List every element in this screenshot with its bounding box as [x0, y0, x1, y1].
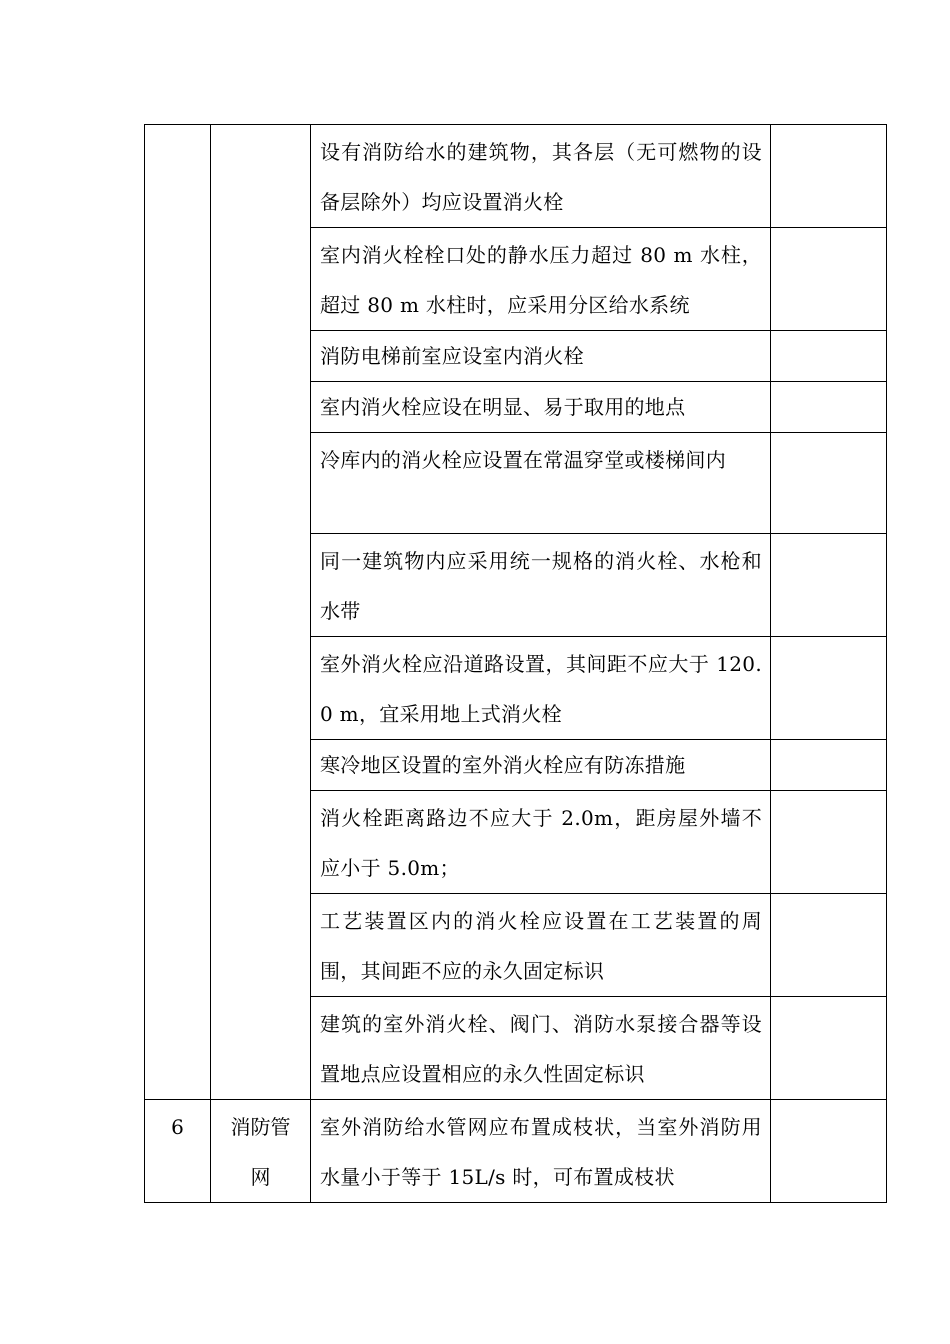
- result-cell[interactable]: [771, 433, 887, 534]
- section-item-cell: [211, 1100, 311, 1203]
- requirement-text: 设有消防给水的建筑物，其各层（无可燃物的设备层除外）均应设置消火栓: [320, 140, 762, 214]
- requirement-text: 室外消火栓应沿道路设置，其间距不应大于 120.0 m，宜采用地上式消火栓: [320, 652, 762, 726]
- result-cell[interactable]: [771, 740, 887, 791]
- result-cell[interactable]: [771, 997, 887, 1100]
- table-row-section-6: [145, 1100, 887, 1203]
- requirement-cell: [311, 228, 771, 331]
- section-item-name: 消防管网: [230, 1115, 291, 1189]
- requirement-cell: [311, 331, 771, 382]
- requirement-text: 室内消火栓栓口处的静水压力超过 80 m 水柱，超过 80 m 水柱时，应采用分区给水系统: [320, 243, 762, 317]
- result-cell[interactable]: [771, 1100, 887, 1203]
- result-cell[interactable]: [771, 791, 887, 894]
- result-cell[interactable]: [771, 894, 887, 997]
- requirement-text: 消火栓距离路边不应大于 2.0m，距房屋外墙不应小于 5.0m；: [320, 806, 762, 880]
- requirement-text: 寒冷地区设置的室外消火栓应有防冻措施: [320, 753, 686, 777]
- requirement-text: 室外消防给水管网应布置成枝状，当室外消防用水量小于等于 15L/s 时，可布置成枝状: [320, 1115, 762, 1189]
- requirement-cell: [311, 894, 771, 997]
- result-cell[interactable]: [771, 534, 887, 637]
- requirement-text: 消防电梯前室应设室内消火栓: [320, 344, 584, 368]
- requirement-text: 冷库内的消火栓应设置在常温穿堂或楼梯间内: [320, 448, 726, 472]
- requirement-cell: [311, 791, 771, 894]
- fire-hydrant-checklist-table: [144, 124, 887, 1203]
- table-row: [145, 125, 887, 228]
- requirement-text: 室内消火栓应设在明显、易于取用的地点: [320, 395, 686, 419]
- requirement-cell: [311, 382, 771, 433]
- requirement-text: 同一建筑物内应采用统一规格的消火栓、水枪和水带: [320, 549, 762, 623]
- section-number: 6: [171, 1115, 184, 1139]
- number-cell-continued: [145, 125, 211, 1100]
- requirement-cell: [311, 125, 771, 228]
- requirement-cell: [311, 997, 771, 1100]
- result-cell[interactable]: [771, 228, 887, 331]
- requirement-cell: [311, 433, 771, 534]
- requirement-cell: [311, 637, 771, 740]
- requirement-text: 建筑的室外消火栓、阀门、消防水泵接合器等设置地点应设置相应的永久性固定标识: [320, 1012, 762, 1086]
- result-cell[interactable]: [771, 331, 887, 382]
- result-cell[interactable]: [771, 637, 887, 740]
- requirement-cell: [311, 740, 771, 791]
- result-cell[interactable]: [771, 125, 887, 228]
- requirement-text: 工艺装置区内的消火栓应设置在工艺装置的周围，其间距不应的永久固定标识: [320, 909, 762, 983]
- item-cell-continued: [211, 125, 311, 1100]
- section-number-cell: [145, 1100, 211, 1203]
- requirement-cell: [311, 534, 771, 637]
- requirement-cell: [311, 1100, 771, 1203]
- result-cell[interactable]: [771, 382, 887, 433]
